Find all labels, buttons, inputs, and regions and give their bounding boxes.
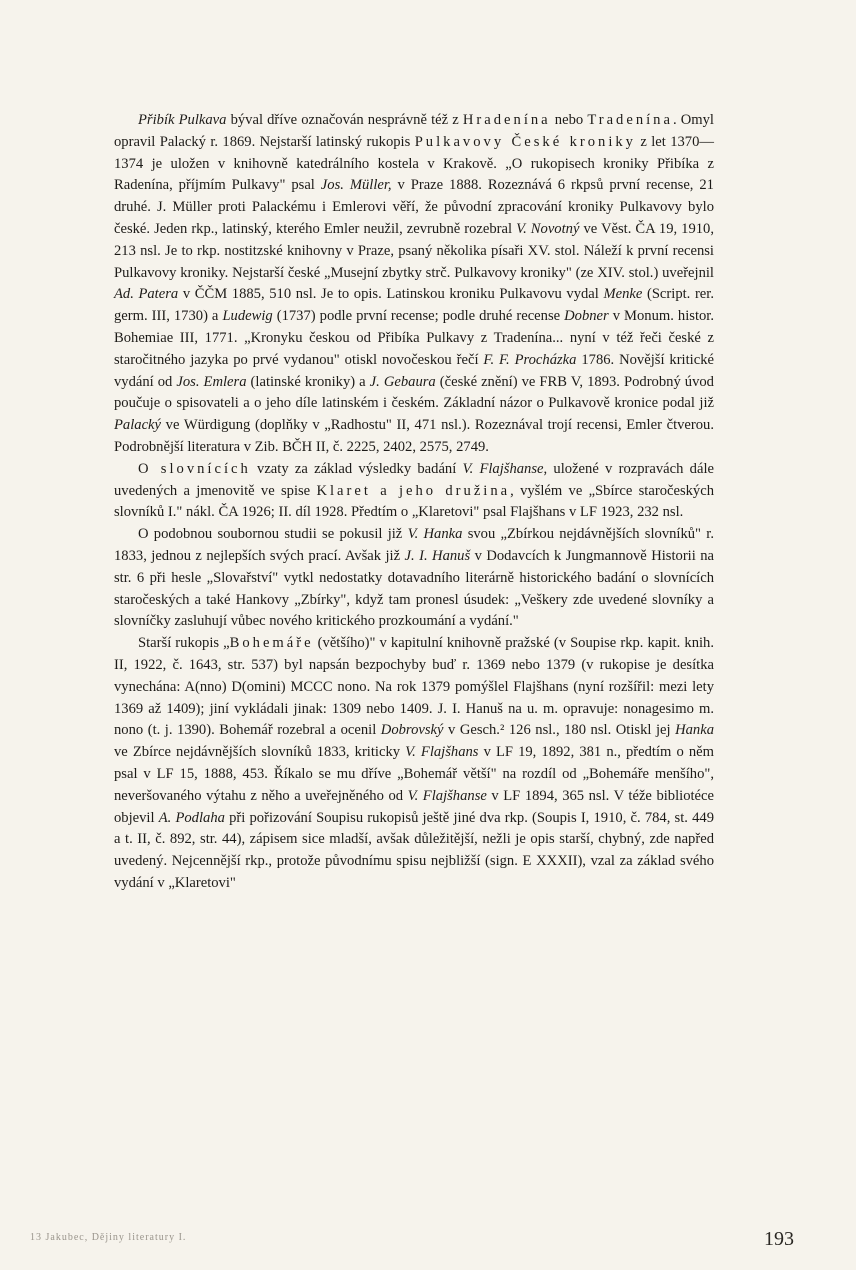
paragraph — [114, 459, 714, 524]
text-run: (1737) podle první recense; podle druhé recense — [272, 308, 565, 325]
italic-name: Ad. Patera — [114, 286, 179, 303]
text-run: (české znění) ve FRB V, 1893. Podrobný úvod poučuje o spisovateli a o jeho díle latinském i českém. Základní názor o Pulkavově kronice podal již — [114, 373, 714, 412]
italic-name: Ludewig — [222, 308, 273, 325]
text-run: v LF 1894, 365 nsl. V téže bibliotéce objevil — [114, 787, 714, 826]
italic-name: F. F. Procházka — [483, 351, 577, 368]
italic-name: V. Flajšhanse — [407, 787, 487, 804]
text-run: (latinské kroniky) a — [246, 373, 370, 390]
text-run: v Monum. histor. Bohemiae III, 1771. „Kronyku českou od Přibíka Pulkavy z Tradenína... nyní v též řeči české z staročitného jazyka po prvé vydanou" otiskl novočeskou řečí — [114, 308, 714, 368]
paragraph — [114, 524, 714, 633]
text-run: z let 1370—1374 je uložen v knihovně katedrálního kostela v Krakově. „O rukopisech kroniky Přibíka z Radenína, příjmím Pulkavy" psal — [114, 133, 714, 194]
text-run: býval dříve označován nesprávně též z — [226, 112, 463, 128]
spaced-text: Pulkavovy České kroniky — [414, 133, 636, 150]
text-run: O podobnou soubornou studii se pokusil již — [138, 526, 408, 543]
text-run: ve Zbírce nejdávnějších slovníků 1833, kriticky — [114, 744, 406, 761]
text-run: svou „Zbírkou nejdávnějších slovníků" r. 1833, jednou z nejlepších svých prací. Avšak již — [114, 526, 714, 564]
italic-name: V. Novotný — [516, 220, 580, 237]
paragraph — [114, 633, 714, 895]
text-run: v Dodavcích k Jungmannově Historii na str. 6 při hesle „Slovařství" vytkl nedostatky dotavadního literárně historického badání o slovnících staročeských a také Hankovy „Zbírky", když tam pronesl úsudek: „Veškery zde uvedené slovníky a slovníčky zasluhují vůbec nového kritického prozkoumání a vydání." — [114, 547, 714, 630]
text-run: v ČČM 1885, 510 nsl. Je to opis. Latinskou kroniku Pulkavovu vydal — [178, 286, 604, 303]
text-run: 1786. Novější kritické vydání od — [114, 351, 714, 390]
text-run: (Script. rer. germ. III, 1730) a — [114, 286, 714, 325]
body-text — [114, 110, 714, 895]
italic-name: A. Podlaha — [158, 809, 225, 826]
italic-name: J. I. Hanuš — [404, 547, 471, 564]
italic-name: Jos. Müller, — [320, 177, 392, 194]
italic-name: Menke — [603, 286, 643, 303]
italic-name: V. Flajšhanse — [462, 460, 544, 477]
italic-name: V. Hanka — [407, 526, 463, 543]
text-run: , uložené v rozpravách dále uvedených a jmenovitě ve spise — [114, 460, 714, 499]
text-run: při pořizování Soupisu rukopisů ještě jiné dva rkp. (Soupis I, 1910, č. 784, st. 449 a t. II, č. 892, str. 44), zápisem sice mladší, avšak důležitější, nežli je opis starší, chybný, zde napřed uvedený. Nejcennější rkp., protože původnímu spisu nejbližší (sign. E XXXII), vzal za základ svého vydání v „Klaretovi" — [114, 809, 714, 891]
italic-name: Palacký — [114, 417, 161, 434]
italic-name: Přibík Pulkava — [138, 112, 227, 128]
text-run: nebo — [550, 112, 588, 128]
paragraph — [114, 110, 714, 459]
italic-name: Dobner — [564, 308, 609, 325]
page-number: 193 — [764, 1228, 794, 1250]
italic-name: Hanka — [675, 722, 714, 739]
text-run: ve Würdigung (doplňky v „Radhostu" II, 471 nsl.). Rozeznával trojí recensi, Emler čtverou. Podrobnější literatura v Zib. BČH II, č. 2225, 2402, 2575, 2749. — [114, 417, 714, 455]
text-run: (většího)" v kapitulní knihovně pražské (v Soupise rkp. kapit. knih. II, 1922, č. 1643, str. 537) byl napsán bezpochyby buď r. 1369 nebo 1379 (v rukopise je desítka vynechána: A(nno) D(omini) MCCC nono. Na rok 1379 pomýšlel Flajšhans (nyní rozšířil: mezi lety 1369 až 1409); jiní vykládali jinak: 1309 nebo 1409. J. I. Hanuš na u. m. opravuje: nonagesimo m. nono (t. j. 1390). Bohemář rozebral a ocenil — [114, 635, 714, 739]
italic-name: J. Gebaura — [369, 373, 436, 390]
text-run: v Gesch.² 126 nsl., 180 nsl. Otiskl jej — [443, 722, 676, 739]
spaced-text: O slovnících — [138, 460, 251, 477]
text-run: v LF 19, 1892, 381 n., předtím o něm psal v LF 15, 1888, 453. Říkalo se mu dříve „Bohemář větší" na rozdíl od „Bohemáře menšího", neveršovaného výtahu z něho a uveřejněného od — [114, 744, 714, 804]
text-run: . Omyl opravil Palacký r. 1869. Nejstarší latinský rukopis — [114, 112, 714, 150]
spaced-text: Klaret a jeho družina — [316, 482, 511, 499]
text-run: ve Věst. ČA 19, 1910, 213 nsl. Je to rkp. nostitzské knihovny v Praze, psaný několika písaři XV. stol. Náleží k první recensi Pulkavovy kroniky. Nejstarší české „Musejní zbytky strč. Pulkavovy kroniky" (ze XIV. stol.) uveřejnil — [114, 220, 714, 281]
text-run: vzaty za základ výsledky badání — [250, 460, 463, 477]
text-run: v Praze 1888. Rozeznává 6 rkpsů první recense, 21 druhé. J. Müller proti Palackému i Emlerovi věří, že původní zpracování kroniky Pulkavovy bylo české. Jeden rkp., latinský, kterého Emler neužil, zevrubně rozebral — [114, 177, 714, 237]
running-title: 13 Jakubec, Dějiny literatury I. — [30, 1232, 187, 1243]
italic-name: Jos. Emlera — [176, 373, 247, 390]
text-run: , vyšlém ve „Sbírce staročeských slovníků I." nákl. ČA 1926; II. díl 1928. Předtím o „Klaretovi" psal Flajšhans v LF 1923, 232 nsl. — [114, 482, 714, 521]
spaced-text: Hradenína — [462, 112, 551, 128]
spaced-text: Tradenína — [587, 112, 673, 128]
text-run: Starší rukopis „ — [138, 635, 230, 652]
italic-name: V. Flajšhans — [405, 744, 479, 761]
spaced-text: Bohemáře — [229, 635, 314, 652]
italic-name: Dobrovský — [380, 722, 444, 739]
page-footer — [30, 1228, 826, 1252]
